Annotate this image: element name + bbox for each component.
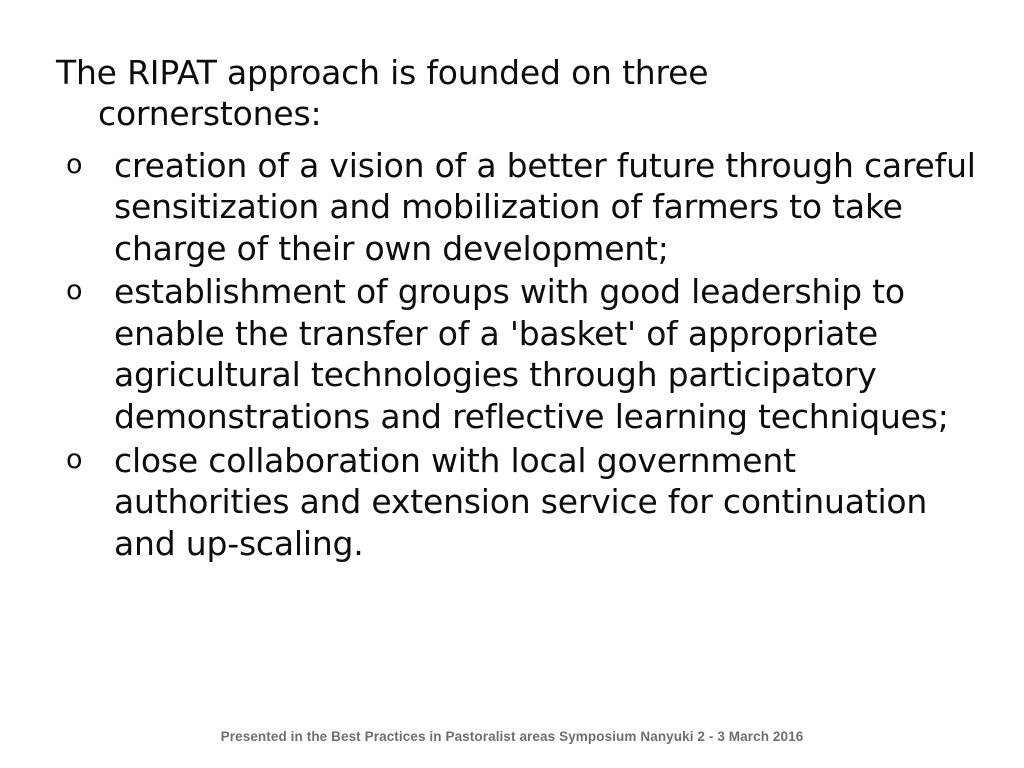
slide-body	[48, 52, 978, 566]
list-item-text: creation of a vision of a better future through careful sensitization and mobilization of farmers to take charge of their own development;	[114, 145, 976, 268]
lead-line-1: The RIPAT approach is founded on three	[56, 53, 709, 92]
bullet-marker-icon: o	[66, 275, 83, 307]
cornerstones-list	[48, 145, 978, 565]
list-item-text: close collaboration with local government authorities and extension service for continuation and up-scaling.	[114, 440, 928, 563]
bullet-marker-icon: o	[66, 148, 83, 180]
slide-footer: Presented in the Best Practices in Pastoralist areas Symposium Nanyuki 2 - 3 March 2016	[220, 729, 804, 744]
lead-line-2: cornerstones:	[98, 94, 322, 134]
list-item-text: establishment of groups with good leadership to enable the transfer of a 'basket' of appropriate agricultural technologies through participatory demonstrations and reflective learning techniques;	[114, 272, 949, 436]
list-item	[48, 271, 978, 437]
bullet-marker-icon: o	[66, 443, 83, 475]
list-item	[48, 145, 978, 270]
list-item	[48, 440, 978, 565]
lead-paragraph	[48, 52, 978, 135]
